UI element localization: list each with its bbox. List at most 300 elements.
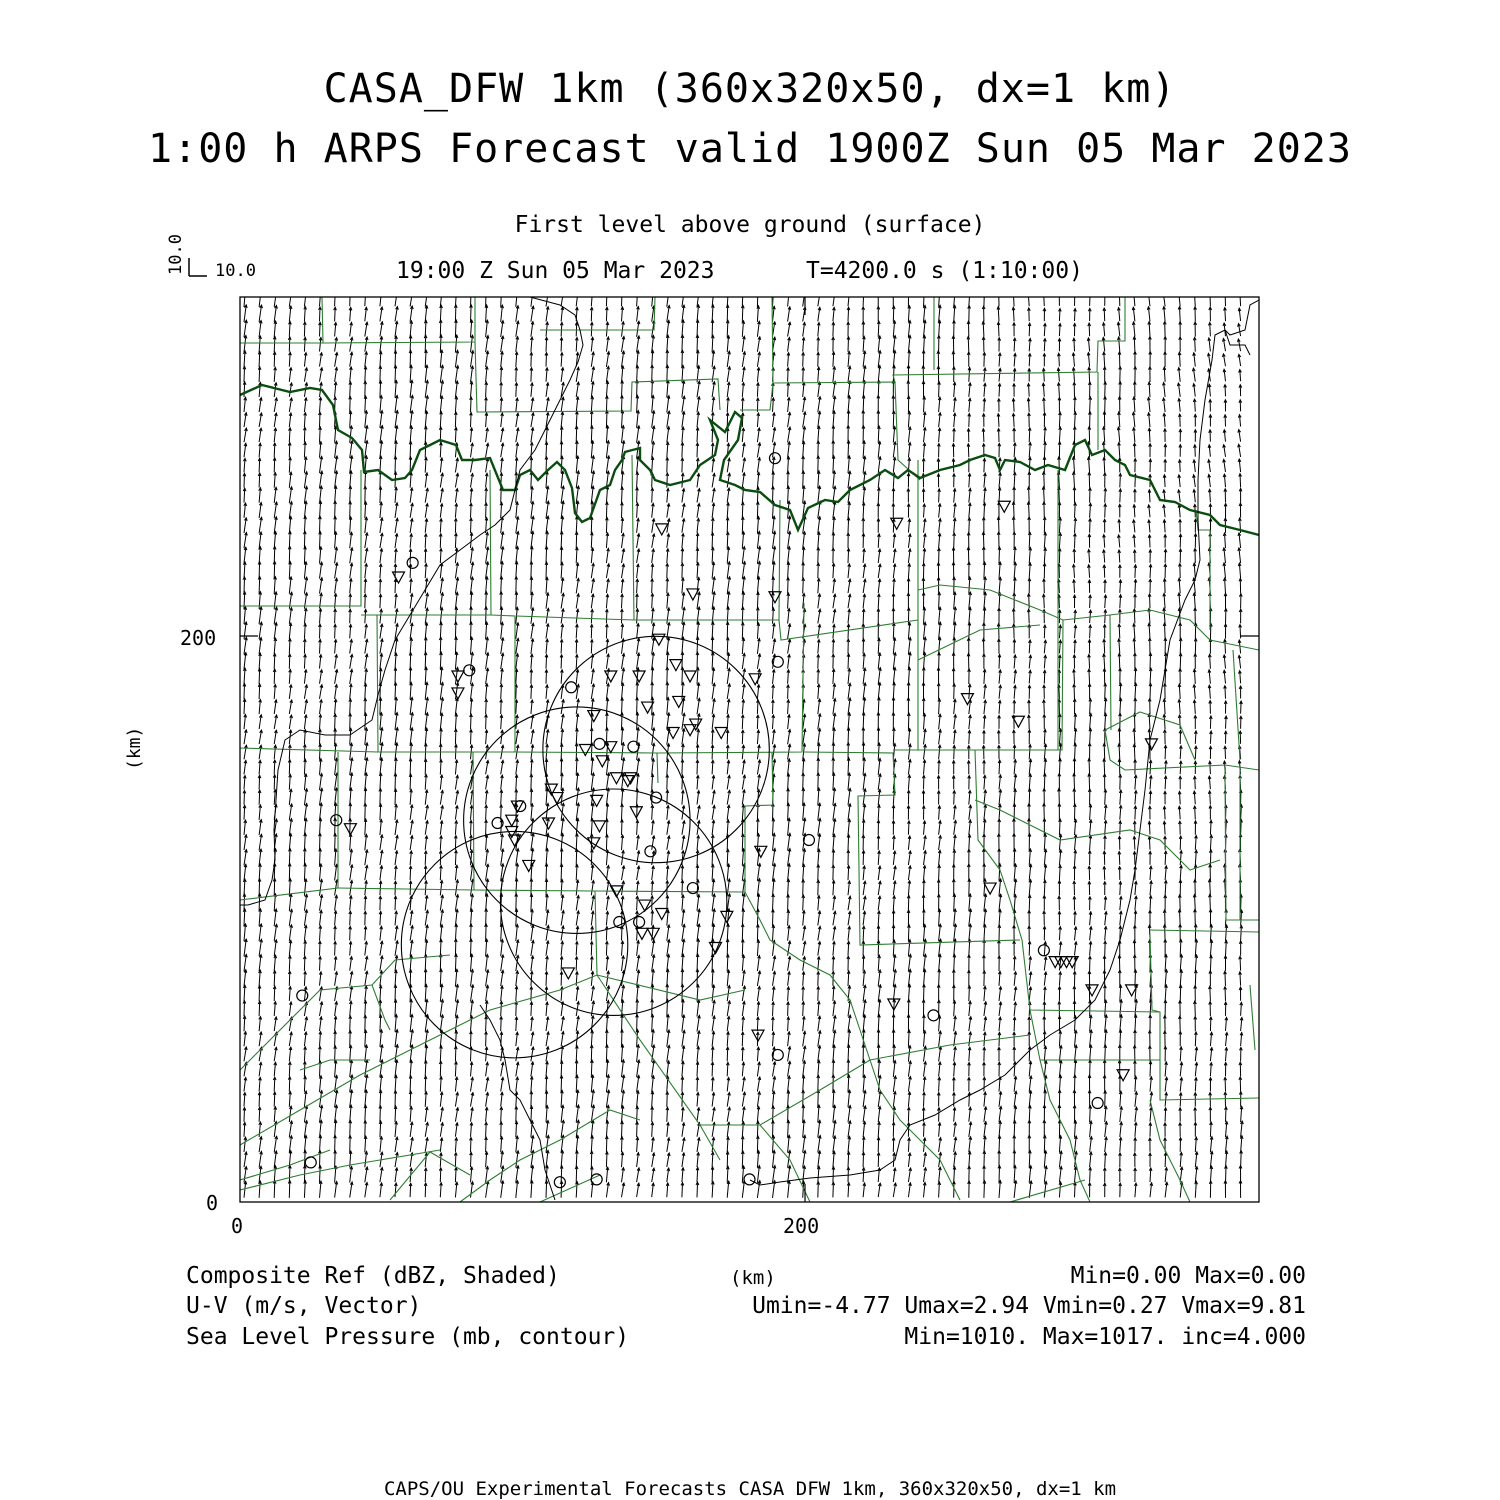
wind-vector — [622, 804, 623, 820]
wind-vector — [455, 729, 456, 744]
wind-vector — [622, 609, 623, 623]
wind-vector-head — [1073, 294, 1076, 297]
wind-vector — [833, 533, 834, 549]
wind-vector — [1074, 684, 1075, 699]
wind-vector — [1059, 457, 1060, 473]
wind-vector — [998, 322, 999, 336]
wind-vector — [304, 848, 305, 865]
wind-vector — [395, 366, 396, 383]
wind-vector — [984, 353, 985, 367]
wind-vector — [244, 290, 245, 307]
wind-vector-head — [1147, 292, 1150, 295]
wind-vector — [576, 426, 577, 442]
wind-vector — [591, 728, 592, 745]
wind-vector — [727, 730, 728, 744]
wind-vector — [335, 307, 336, 321]
wind-vector — [395, 456, 396, 473]
wind-vector — [591, 517, 592, 533]
wind-vector-head — [485, 290, 488, 293]
wind-vector — [667, 682, 668, 699]
wind-vector — [652, 291, 654, 306]
wind-vector — [606, 411, 607, 428]
wind-vector — [289, 546, 290, 563]
wind-vector — [1104, 458, 1105, 473]
wind-vector-head — [395, 292, 398, 295]
wind-vector — [818, 670, 819, 684]
wind-vector — [818, 292, 820, 306]
wind-vector — [486, 398, 487, 413]
wind-vector — [576, 834, 577, 851]
wind-vector — [1029, 532, 1030, 548]
wind-vector — [999, 593, 1000, 609]
wind-vector-head — [833, 292, 836, 295]
wind-vector — [289, 291, 291, 307]
wind-vector — [576, 517, 577, 534]
wind-vector — [350, 501, 351, 518]
wind-vector — [561, 759, 562, 775]
wind-vector — [833, 322, 834, 336]
wind-vector — [1180, 414, 1181, 427]
wind-vector — [365, 396, 366, 413]
wind-vector — [788, 593, 789, 609]
wind-vector — [365, 698, 366, 714]
wind-vector — [969, 518, 970, 533]
wind-vector-head — [667, 291, 670, 294]
wind-vector — [773, 804, 774, 821]
wind-vector — [1059, 685, 1060, 699]
wind-vector — [410, 291, 412, 306]
wind-vector — [561, 427, 562, 443]
wind-vector — [1029, 323, 1030, 336]
wind-vector-head — [305, 291, 308, 294]
wind-vector — [1119, 744, 1120, 760]
wind-vector — [803, 578, 804, 594]
wind-vector — [833, 352, 834, 367]
wind-vector — [999, 547, 1000, 564]
wind-vector — [682, 350, 683, 367]
wind-vector-head — [1133, 293, 1136, 296]
wind-vector — [833, 639, 834, 653]
wind-vector — [274, 654, 275, 669]
wind-vector — [637, 594, 638, 608]
wind-vector-head — [938, 290, 941, 293]
wind-vector — [546, 759, 547, 775]
wind-vector — [320, 639, 321, 653]
wind-vector — [697, 668, 698, 685]
wind-vector — [576, 532, 577, 549]
wind-vector — [320, 744, 321, 760]
wind-vector — [773, 472, 774, 488]
wind-vector — [274, 669, 275, 684]
title-line1: CASA_DFW 1km (360x320x50, dx=1 km) — [323, 66, 1177, 112]
wind-vector-head — [1209, 292, 1212, 295]
wind-vector — [531, 577, 532, 594]
vector-key-u-label: 10.0 — [215, 261, 256, 281]
wind-vector — [773, 700, 774, 714]
wind-vector — [350, 292, 351, 306]
wind-vector — [561, 744, 562, 760]
wind-vector — [304, 745, 305, 760]
wind-vector — [788, 471, 789, 488]
wind-vector — [1090, 397, 1091, 413]
wind-vector — [1044, 774, 1045, 790]
wind-vector — [531, 352, 532, 366]
wind-vector — [818, 773, 819, 790]
wind-vector-head — [547, 291, 550, 294]
wind-vector — [606, 819, 607, 835]
wind-vector — [546, 655, 547, 669]
wind-vector — [425, 667, 426, 684]
wind-vector — [1089, 774, 1090, 790]
wind-vector — [335, 834, 336, 851]
wind-vector — [818, 655, 819, 669]
wind-vector — [939, 699, 940, 715]
wind-vector — [380, 487, 381, 503]
wind-vector — [622, 487, 623, 503]
wind-vector-head — [683, 290, 686, 293]
wind-vector — [244, 790, 245, 804]
wind-vector-head — [983, 291, 986, 294]
wind-vector — [410, 549, 411, 563]
wind-vector — [395, 668, 396, 684]
wind-vector — [803, 368, 804, 382]
wind-vector — [561, 292, 563, 307]
wind-vector-head — [848, 292, 851, 295]
wind-vector — [968, 444, 969, 457]
wind-vector-head — [1193, 292, 1196, 295]
wind-vector — [954, 533, 955, 548]
wind-vector — [320, 849, 321, 866]
wind-vector — [1134, 609, 1135, 623]
wind-vector-head — [954, 290, 957, 293]
wind-vector — [983, 322, 984, 337]
wind-vector — [274, 352, 275, 367]
wind-vector — [1163, 292, 1165, 307]
wind-vector — [863, 503, 864, 518]
wind-vector — [1059, 412, 1060, 427]
wind-vector — [501, 488, 502, 503]
wind-vector — [501, 684, 502, 699]
wind-vector-head — [531, 291, 534, 294]
wind-vector — [591, 411, 592, 428]
wind-vector — [878, 488, 879, 503]
wind-vector — [1165, 623, 1166, 639]
wind-vector — [848, 624, 849, 638]
wind-vector — [320, 833, 321, 850]
wind-vector — [486, 382, 487, 397]
wind-vector — [410, 759, 411, 775]
wind-vector — [939, 489, 940, 503]
wind-vector — [939, 592, 940, 608]
wind-vector — [1029, 502, 1030, 518]
wind-vector — [486, 503, 487, 518]
wind-vector — [1059, 487, 1060, 503]
wind-vector — [803, 788, 804, 805]
wind-vector — [1059, 595, 1060, 608]
wind-vector — [516, 290, 518, 307]
wind-vector — [1105, 790, 1106, 805]
valid-time-label: 19:00 Z Sun 05 Mar 2023 — [396, 258, 715, 284]
wind-vector — [274, 458, 275, 473]
wind-vector — [1075, 743, 1076, 759]
wind-vector — [335, 714, 336, 729]
wind-vector — [1059, 759, 1060, 775]
wind-vector — [757, 715, 758, 729]
wind-vector — [335, 517, 336, 534]
wind-vector — [320, 729, 321, 744]
wind-vector — [410, 774, 411, 790]
wind-vector — [848, 549, 849, 564]
wind-vector — [244, 473, 245, 487]
wind-vector — [682, 563, 683, 578]
wind-vector — [304, 531, 305, 548]
wind-vector — [622, 820, 623, 836]
wind-vector — [833, 456, 834, 473]
wind-vector — [546, 353, 547, 367]
wind-vector — [440, 442, 441, 457]
wind-vector — [1119, 624, 1120, 638]
wind-vector — [1134, 744, 1135, 759]
wind-vector-head — [364, 292, 367, 295]
wind-vector — [440, 851, 441, 865]
wind-vector — [697, 548, 698, 563]
wind-vector — [999, 655, 1000, 669]
wind-vector — [350, 609, 351, 623]
wind-vector — [1089, 367, 1090, 382]
wind-vector — [365, 594, 366, 608]
wind-vector — [244, 684, 245, 700]
wind-vector-head — [1178, 292, 1181, 295]
wind-vector — [984, 503, 985, 518]
wind-vector — [954, 745, 955, 759]
wind-vector — [591, 322, 592, 336]
wind-vector — [471, 622, 472, 639]
wind-vector — [1014, 745, 1015, 759]
wind-vector-head — [259, 290, 262, 293]
wind-vector — [259, 458, 260, 472]
wind-vector — [380, 579, 381, 593]
wind-vector — [788, 291, 790, 306]
wind-vector — [486, 305, 487, 322]
wind-vector — [667, 291, 669, 307]
wind-vector — [1240, 474, 1241, 488]
wind-vector — [606, 502, 607, 518]
wind-vector — [304, 547, 305, 564]
wind-vector — [561, 442, 562, 458]
wind-vector — [531, 562, 532, 579]
wind-vector — [486, 699, 487, 714]
wind-vector — [1148, 292, 1150, 306]
wind-vector — [1044, 670, 1045, 683]
wind-vector — [606, 307, 607, 321]
wind-vector — [486, 488, 487, 503]
wind-vector — [455, 428, 456, 443]
wind-vector — [697, 443, 698, 457]
wind-vector — [1150, 653, 1151, 669]
wind-vector — [274, 760, 275, 774]
wind-vector — [652, 805, 653, 820]
wind-vector — [757, 290, 758, 307]
title-line2: 1:00 h ARPS Forecast valid 1900Z Sun 05 Mar 2023 — [148, 126, 1352, 172]
wind-vector — [320, 307, 321, 321]
wind-vector — [471, 835, 472, 850]
wind-vector — [697, 760, 698, 774]
wind-vector — [1134, 293, 1135, 307]
wind-vector — [425, 427, 426, 443]
wind-vector — [365, 381, 366, 397]
wind-vector — [531, 685, 532, 699]
wind-vector — [697, 428, 698, 443]
wind-vector — [259, 473, 260, 488]
wind-vector — [455, 412, 456, 427]
wind-vector — [742, 623, 743, 640]
wind-vector — [939, 653, 940, 670]
wind-vector — [652, 380, 653, 397]
wind-vector — [757, 819, 758, 836]
wind-vector — [471, 305, 472, 322]
wind-vector — [878, 321, 879, 337]
wind-vector-head — [591, 292, 594, 295]
wind-vector — [742, 730, 743, 744]
wind-vector — [727, 532, 728, 548]
wind-vector — [274, 443, 275, 457]
wind-vector — [1029, 487, 1030, 503]
wind-vector — [712, 335, 713, 352]
wind-vector — [576, 758, 577, 775]
wind-vector — [848, 518, 849, 534]
wind-vector — [561, 655, 562, 669]
wind-vector — [546, 670, 547, 684]
wind-vector — [622, 396, 623, 413]
wind-vector — [350, 714, 351, 730]
wind-vector — [1044, 487, 1045, 503]
wind-vector — [606, 292, 607, 306]
wind-vector — [968, 337, 969, 352]
wind-vector-head — [862, 292, 865, 295]
wind-vector — [954, 684, 955, 699]
wind-vector — [486, 715, 487, 730]
wind-vector — [893, 728, 894, 745]
wind-vector — [531, 670, 532, 684]
wind-vector — [727, 305, 728, 322]
wind-vector — [501, 290, 502, 307]
wind-vector-head — [923, 291, 926, 294]
wind-vector — [471, 518, 472, 533]
wind-vector — [561, 338, 562, 352]
wind-vector — [471, 503, 472, 517]
wind-vector — [304, 291, 306, 307]
wind-vector — [516, 685, 517, 699]
wind-vector-head — [787, 291, 790, 294]
wind-vector — [486, 820, 487, 835]
wind-vector — [757, 502, 758, 518]
wind-vector — [410, 668, 411, 685]
wind-vector-head — [516, 290, 519, 293]
wind-vector — [667, 458, 668, 473]
wind-vector — [788, 578, 789, 594]
wind-vector — [591, 819, 592, 836]
wind-vector-head — [426, 291, 429, 294]
wind-vector — [380, 292, 382, 306]
wind-vector — [1089, 759, 1090, 775]
wind-vector — [1075, 503, 1076, 518]
wind-vector — [576, 743, 577, 759]
wind-vector — [757, 383, 758, 397]
wind-vector — [697, 745, 698, 760]
wind-vector — [637, 292, 638, 307]
wind-vector — [289, 322, 290, 337]
wind-vector — [546, 337, 547, 351]
wind-vector — [440, 335, 441, 352]
wind-vector — [667, 473, 668, 488]
wind-vector-head — [290, 291, 293, 294]
wind-vector — [983, 532, 984, 548]
wind-vector — [425, 549, 426, 563]
wind-vector — [576, 729, 577, 745]
wind-vector — [1014, 609, 1015, 624]
wind-vector — [591, 532, 592, 548]
wind-vector — [1029, 609, 1030, 623]
wind-vector — [637, 488, 638, 503]
wind-vector — [425, 652, 426, 669]
wind-vector — [1210, 716, 1211, 729]
wind-vector — [712, 547, 713, 563]
wind-vector — [788, 788, 789, 805]
wind-vector — [1120, 775, 1121, 790]
wind-vector — [244, 382, 245, 397]
wind-vector — [561, 773, 562, 790]
wind-vector — [697, 290, 699, 307]
wind-vector — [773, 547, 775, 564]
wind-vector — [440, 652, 441, 669]
wind-vector-head — [892, 291, 895, 294]
wind-vector — [682, 443, 683, 458]
wind-vector — [697, 533, 698, 548]
wind-vector — [516, 577, 517, 594]
wind-vector — [380, 789, 381, 806]
wind-vector — [757, 487, 758, 503]
wind-vector — [455, 533, 456, 548]
wind-vector — [501, 592, 502, 609]
wind-vector — [1241, 820, 1242, 836]
wind-vector — [652, 790, 653, 805]
wind-vector — [848, 441, 849, 458]
wind-vector-head — [877, 292, 880, 295]
wind-vector — [682, 548, 683, 563]
wind-vector — [350, 382, 351, 398]
wind-vector-head — [652, 291, 655, 294]
wind-vector — [1180, 307, 1181, 322]
wind-vector — [788, 368, 789, 382]
wind-vector — [546, 562, 547, 579]
wind-vector — [893, 623, 894, 639]
wind-vector — [501, 790, 502, 805]
wind-vector — [425, 442, 426, 458]
wind-vector — [289, 443, 290, 458]
wind-vector — [848, 307, 849, 321]
wind-vector-head — [319, 292, 322, 295]
wind-vector — [999, 488, 1000, 503]
wind-vector — [395, 789, 396, 805]
wind-vector — [531, 789, 532, 805]
wind-vector — [863, 820, 864, 835]
wind-vector — [712, 428, 713, 442]
wind-vector — [727, 320, 728, 337]
wind-vector — [531, 368, 532, 382]
wind-vector — [380, 381, 381, 398]
wind-vector — [486, 805, 487, 820]
wind-vector — [576, 547, 577, 563]
